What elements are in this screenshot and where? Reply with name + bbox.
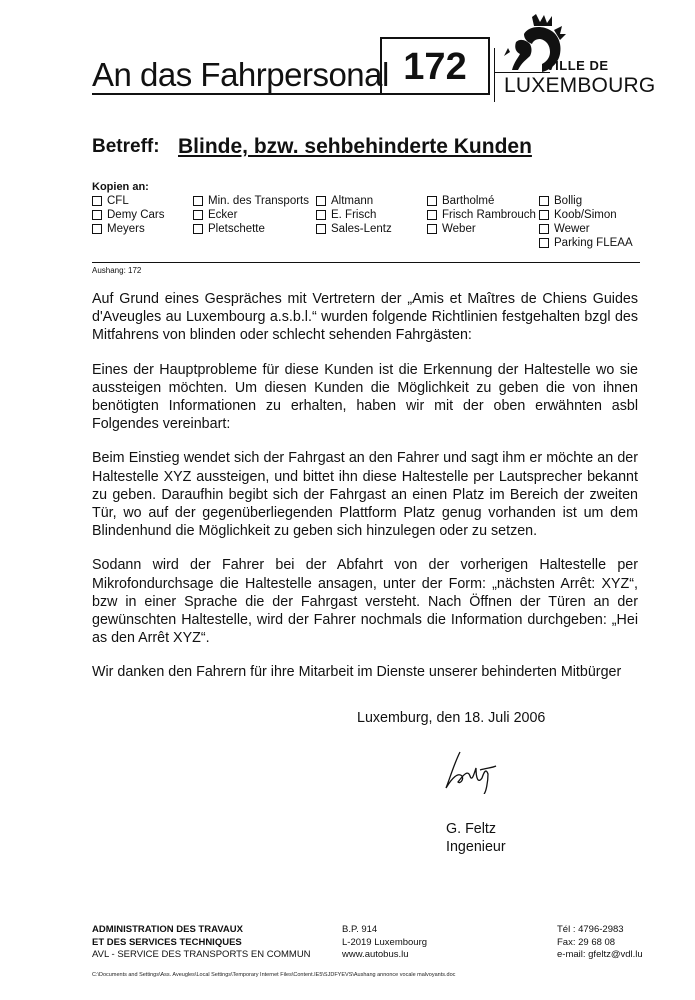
copy-recipient: Wewer — [539, 222, 633, 236]
copy-recipient: Min. des Transports — [193, 194, 309, 208]
copy-recipient: Ecker — [193, 208, 309, 222]
copy-recipient: CFL — [92, 194, 165, 208]
copies-column-4 — [427, 194, 536, 236]
page-title: An das Fahrpersonal — [92, 56, 389, 93]
copy-recipient: E. Frisch — [316, 208, 392, 222]
copies-column-3 — [316, 194, 392, 236]
footer-admin-line: ADMINISTRATION DES TRAVAUX — [92, 924, 243, 935]
body-paragraph: Auf Grund eines Gespräches mit Vertretern der „Amis et Maîtres de Chiens Guides d'Aveugles au Luxembourg a.s.b.l.“ wurden folgende Richtlinien festgehalten bzgl des Mitfahrens von blinden oder schlecht sehenden Fahrgästen: — [92, 291, 638, 344]
handwritten-signature — [430, 748, 520, 794]
footer-website: www.autobus.lu — [342, 949, 409, 960]
footer-contact — [557, 924, 643, 962]
checkbox-icon — [92, 196, 102, 206]
copy-recipient: Parking FLEAA — [539, 236, 633, 250]
ville-de-luxembourg-logo — [494, 8, 654, 98]
copies-column-2 — [193, 194, 309, 236]
checkbox-icon — [539, 238, 549, 248]
checkbox-icon — [427, 224, 437, 234]
notice-number: 172 — [380, 37, 490, 95]
body-paragraph: Sodann wird der Fahrer bei der Abfahrt von der vorherigen Haltestelle per Mikrofondurchsage die Haltestelle ansagen, unter der Form: „nächsten Arrêt: XYZ“, bzw in einer Sprache die der Fahrgast versteht. Nach Öffnen der Türen an der gewünschten Haltestelle, wird der Fahrer nochmals die Information durchgeben: „Hei as den Arrêt XYZ“. — [92, 557, 638, 647]
checkbox-icon — [316, 196, 326, 206]
copy-recipient: Demy Cars — [92, 208, 165, 222]
logo-city-text: LUXEMBOURG — [504, 74, 656, 97]
checkbox-icon — [539, 196, 549, 206]
signer-title: Ingenieur — [446, 839, 506, 855]
checkbox-icon — [193, 224, 203, 234]
logo-underline — [494, 72, 550, 73]
checkbox-icon — [193, 210, 203, 220]
logo-ville-text: VILLE DE — [546, 58, 609, 73]
body-paragraph: Wir danken den Fahrern für ihre Mitarbeit im Dienste unserer behinderten Mitbürger — [92, 664, 622, 681]
copies-label: Kopien an: — [92, 181, 149, 193]
checkbox-icon — [539, 210, 549, 220]
footer-phone: Tél : 4796-2983 — [557, 924, 624, 935]
signer-name: G. Feltz — [446, 821, 497, 837]
checkbox-icon — [316, 224, 326, 234]
copies-column-5 — [539, 194, 633, 250]
section-divider — [92, 262, 640, 263]
date-line: Luxemburg, den 18. Juli 2006 — [357, 710, 546, 726]
footer-address — [342, 924, 427, 962]
subject-label: Betreff: — [92, 136, 160, 157]
file-path: C:\Documents and Settings\Ass. Aveugles\Local Settings\Temporary Internet Files\Content.IE5\SJDFYEVS\Aushang annonce vocale malvoyants.doc — [92, 972, 456, 978]
copies-column-1 — [92, 194, 165, 236]
checkbox-icon — [316, 210, 326, 220]
copy-recipient: Meyers — [92, 222, 165, 236]
footer-address-line: L-2019 Luxembourg — [342, 936, 428, 948]
copy-recipient: Altmann — [316, 194, 392, 208]
footer-address-line: B.P. 914 — [342, 924, 378, 935]
checkbox-icon — [193, 196, 203, 206]
checkbox-icon — [427, 210, 437, 220]
checkbox-icon — [427, 196, 437, 206]
checkbox-icon — [92, 210, 102, 220]
subject-text: Blinde, bzw. sehbehinderte Kunden — [178, 135, 532, 158]
checkbox-icon — [92, 224, 102, 234]
footer-admin-line: AVL - SERVICE DES TRANSPORTS EN COMMUN — [92, 949, 311, 960]
signer-block — [446, 820, 506, 856]
copy-recipient: Bartholmé — [427, 194, 536, 208]
title-underline — [92, 93, 382, 95]
copy-recipient: Frisch Rambrouch — [427, 208, 536, 222]
footer-admin-line: ET DES SERVICES TECHNIQUES — [92, 936, 242, 948]
copy-recipient: Bollig — [539, 194, 633, 208]
letter-body — [92, 290, 638, 698]
body-paragraph: Beim Einstieg wendet sich der Fahrgast an den Fahrer und sagt ihm er möchte an der Haltestelle XYZ aussteigen, und bittet ihn diese Haltestelle per Lautsprecher bekannt zu geben. Daraufhin begibt sich der Fahrgast an einen Platz im Bereich der zweiten Tür, wo auf der gegenüberliegenden Plattform Platz genug vorhanden ist um dem Blindenhund die Möglichkeit zu geben sich hinzulegen oder zu setzen. — [92, 450, 638, 540]
footer-administration — [92, 924, 311, 962]
copy-recipient: Sales-Lentz — [316, 222, 392, 236]
copy-recipient: Koob/Simon — [539, 208, 633, 222]
copy-recipient: Pletschette — [193, 222, 309, 236]
body-paragraph: Eines der Hauptprobleme für diese Kunden ist die Erkennung der Haltestelle wo sie aussteigen möchten. Um diesen Kunden die Möglichkeit zu geben die von ihnen benötigten Informationen zu erhalten, haben wir mit der oben erwähnten asbl Folgendes vereinbart: — [92, 361, 638, 433]
copy-recipient: Weber — [427, 222, 536, 236]
footer-email: e-mail: gfeltz@vdl.lu — [557, 949, 643, 960]
footer-fax: Fax: 29 68 08 — [557, 936, 616, 948]
logo-divider — [494, 48, 495, 102]
checkbox-icon — [539, 224, 549, 234]
aushang-reference: Aushang: 172 — [92, 266, 142, 275]
